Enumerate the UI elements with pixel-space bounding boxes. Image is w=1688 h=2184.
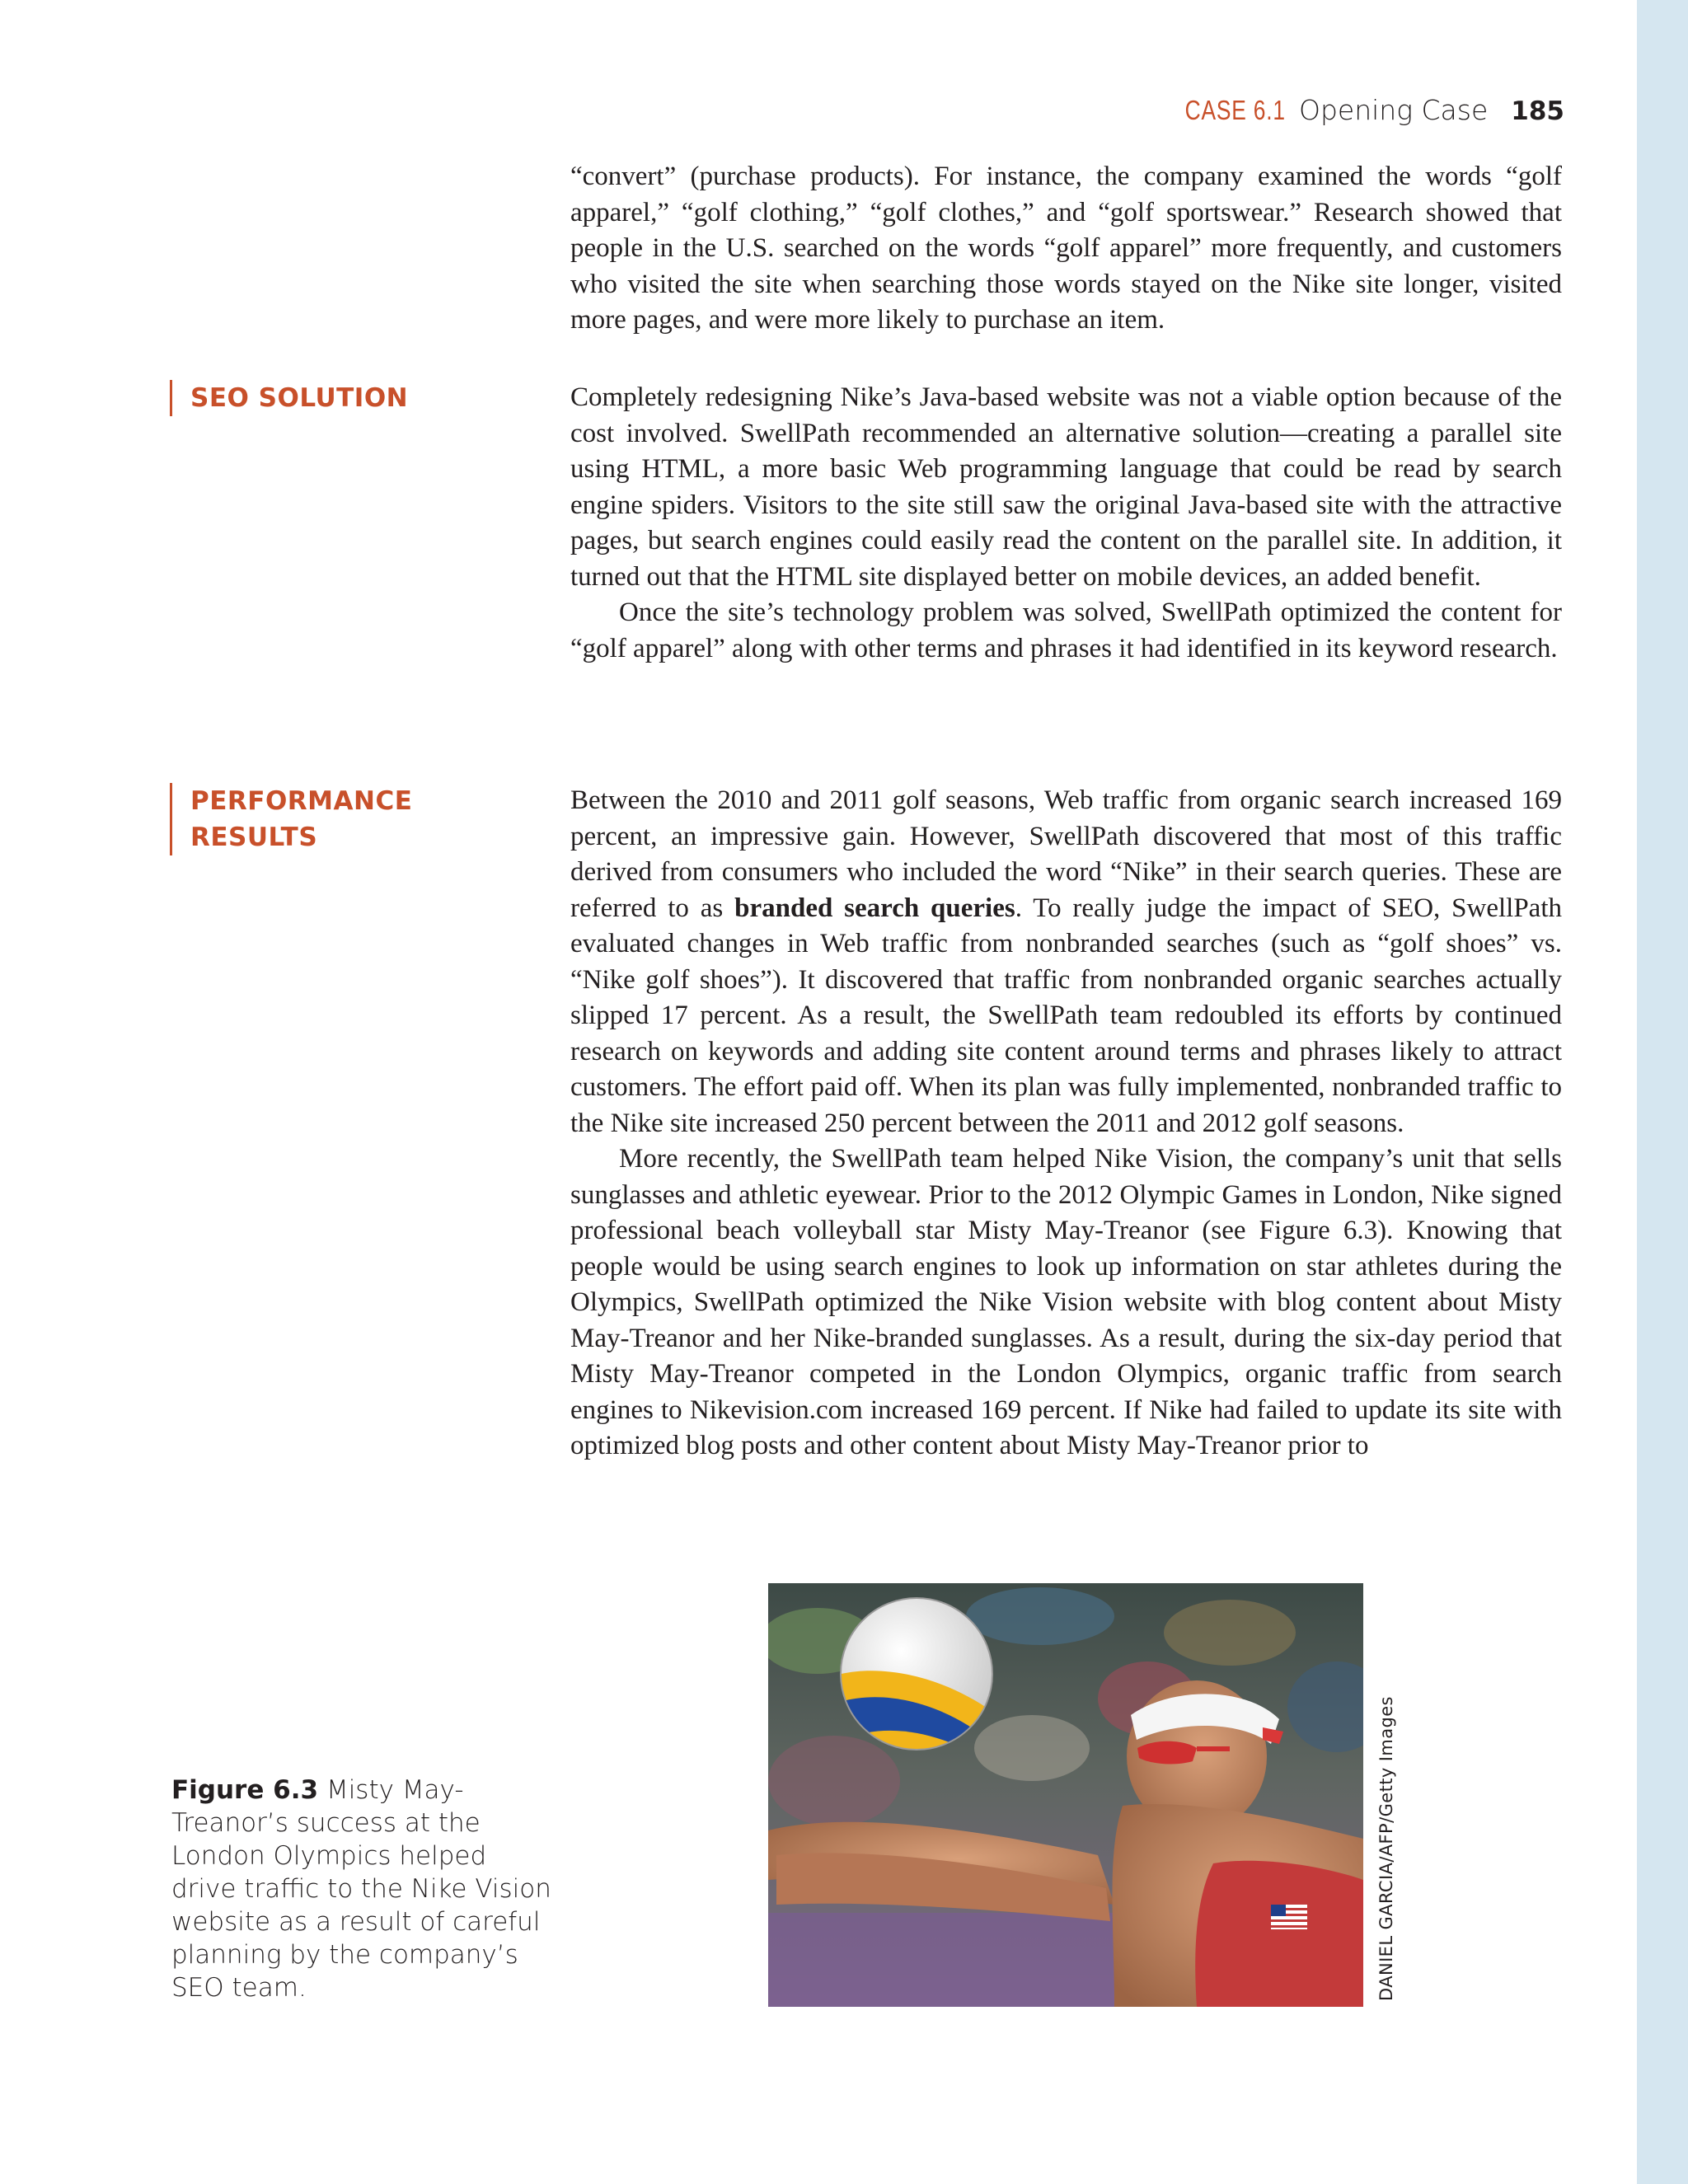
volleyball-photo (768, 1583, 1363, 2007)
key-term-branded-search-queries: branded search queries (734, 893, 1015, 923)
page-edge-band (1637, 0, 1688, 2184)
seo-solution-block (570, 380, 1562, 667)
figure-number: Figure 6.3 (171, 1775, 319, 1805)
seo-solution-paragraph-1: Completely redesigning Nike’s Java-based website was not a viable option because of the cost involved. SwellPath recommended an alternative solution—creating a parallel site using HTML, a more basic Web programming language that could be read by search engine spiders. Visitors to the site still saw the original Java-based site with the attractive pages, but search engines could easily read the content on the parallel site. In addition, it turned out that the HTML site displayed better on mobile devices, an added benefit. (570, 382, 1562, 592)
intro-paragraph: “convert” (purchase products). For instance, the company examined the words “golf apparel,” “golf clothing,” “golf clothes,” and “golf sportswear.” Research showed that people in the U.S. searched on the words “golf apparel” more frequently, and customers who visited the site when searching those words stayed on the Nike site longer, visited more pages, and were more likely to purchase an item. (570, 162, 1562, 335)
seo-solution-heading-text: SEO SOLUTION (190, 383, 409, 413)
photo-credit: DANIEL GARCIA/AFP/Getty Images (1376, 1696, 1396, 2001)
intro-block (570, 159, 1562, 339)
running-head (1071, 94, 1564, 126)
case-label: CASE 6.1 (1184, 95, 1286, 125)
p1-text-before: Between the 2010 and 2011 golf seasons, Web traffic from organic search increased 169 percent, an impressive gain. However, SwellPath discovered that most of this traffic derived from consumers who included the word “Nike” in their search queries. These are referred to as (570, 785, 1562, 923)
seo-solution-heading (170, 380, 408, 416)
performance-paragraph-1 (570, 783, 1562, 1141)
figure-caption (171, 1774, 559, 2004)
performance-heading-line-1: PERFORMANCE (190, 786, 413, 816)
volleyball-photo-illustration (768, 1583, 1363, 2007)
performance-paragraph-2: More recently, the SwellPath team helped Nike Vision, the company’s unit that sells sunglasses and athletic eyewear. Prior to the 2012 Olympic Games in London, Nike signed professional beach volleyball star Misty May-Treanor (see Figure 6.3). Knowing that people would be using search engines to look up information on star athletes during the Olympics, SwellPath optimized the Nike Vision website with blog content about Misty May-Treanor and her Nike-branded sunglasses. As a result, during the six-day period that Misty May-Treanor competed in the London Olympics, organic traffic from search engines to Nikevision.com increased 169 percent. If Nike had failed to update its site with optimized blog posts and other content about Misty May-Treanor prior to (570, 1144, 1562, 1460)
performance-heading-line-2: RESULTS (190, 823, 318, 852)
performance-results-block (570, 783, 1562, 1465)
figure-caption-text: Misty May-Treanor’s success at the London Olympics helped drive traffic to the Nike Vision website as a result of careful planning by the company’s SEO team. (171, 1775, 551, 2003)
performance-results-heading (170, 783, 412, 855)
seo-solution-paragraph-2: Once the site’s technology problem was solved, SwellPath optimized the content for “golf apparel” along with other terms and phrases it had identified in its keyword research. (570, 598, 1562, 663)
section-title: Opening Case (1299, 94, 1489, 126)
p1-text-after: . To really judge the impact of SEO, SwellPath evaluated changes in Web traffic from nonbranded searches (such as “golf shoes” vs. “Nike golf shoes”). It discovered that traffic from nonbranded organic searches actually slipped 17 percent. As a result, the SwellPath team redoubled its efforts by continued research on keywords and adding site content around terms and phrases likely to attract customers. The effort paid off. When its plan was fully implemented, nonbranded traffic to the Nike site increased 250 percent between the 2011 and 2012 golf seasons. (570, 893, 1562, 1138)
page-number: 185 (1511, 96, 1564, 126)
